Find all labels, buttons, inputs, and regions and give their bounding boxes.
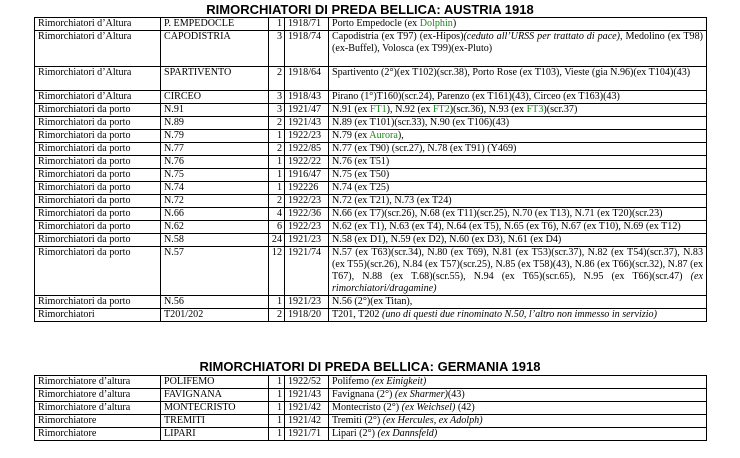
tug-type: Rimorchiatore d’altura <box>35 376 161 389</box>
table-row <box>35 104 707 117</box>
tug-quantity: 1 <box>269 389 285 402</box>
tug-type: Rimorchiatore <box>35 428 161 441</box>
tug-quantity: 1 <box>269 130 285 143</box>
tug-quantity: 1 <box>269 296 285 309</box>
service-years: 1918/20 <box>285 309 329 322</box>
service-years: 1922/36 <box>285 208 329 221</box>
tug-quantity: 3 <box>269 31 285 67</box>
table-row <box>35 117 707 130</box>
tug-notes <box>329 117 707 130</box>
service-years: 1921/71 <box>285 428 329 441</box>
note-segment: Pirano (1°)T160)(scr.24), Parenzo (ex T161)(43), Circeo (ex T163)(43) <box>332 91 620 102</box>
note-segment: ), <box>397 130 404 141</box>
table-row <box>35 221 707 234</box>
note-segment: N.56 (2°)(ex Titan), <box>332 296 413 307</box>
tug-type: Rimorchiatori d’Altura <box>35 18 161 31</box>
note-segment: Porto Empedocle (ex <box>332 18 420 29</box>
note-segment: ) <box>452 18 457 29</box>
service-years: 1921/43 <box>285 117 329 130</box>
note-segment: N.57 (ex T63)(scr.34), N.80 (ex T69), N.81 (ex T53)(scr.37), N.82 (ex T54)(scr.37), N.83 (ex T55)(scr.26), N.84 (ex T57)(scr.25), N.85 (ex T58)(43), N.86 (ex T66)(scr.32), N.87 (ex T67), N.88 (ex T.68)(scr.55), N.94 (ex T65)(scr.65), N.95 (ex T66)(scr.47) <box>332 247 703 282</box>
tug-notes <box>329 130 707 143</box>
tug-quantity: 3 <box>269 91 285 104</box>
note-segment: Favignana (2°) <box>332 389 395 400</box>
note-segment: N.77 (ex T90) (scr.27), N.78 (ex T91) (Y469) <box>332 143 517 154</box>
service-years: 1922/85 <box>285 143 329 156</box>
table-row <box>35 208 707 221</box>
tug-notes <box>329 18 707 31</box>
note-segment: N.58 (ex D1), N.59 (ex D2), N.60 (ex D3), N.61 (ex D4) <box>332 234 562 245</box>
note-segment: Dolphin <box>419 18 453 29</box>
tug-type: Rimorchiatori da porto <box>35 247 161 296</box>
tug-notes <box>329 309 707 322</box>
note-segment: (ex Hercules, ex Adolph) <box>382 415 483 426</box>
tug-quantity: 1 <box>269 376 285 389</box>
table-row <box>35 18 707 31</box>
service-years: 1916/47 <box>285 169 329 182</box>
note-segment: FT2 <box>432 104 450 115</box>
tug-type: Rimorchiatori d’Altura <box>35 67 161 91</box>
tug-quantity: 1 <box>269 182 285 195</box>
tug-type: Rimorchiatori da porto <box>35 130 161 143</box>
tug-notes <box>329 156 707 169</box>
tug-type: Rimorchiatore <box>35 415 161 428</box>
note-segment: )(scr.36), N.93 (ex <box>449 104 527 115</box>
note-segment: )(scr.37) <box>543 104 578 115</box>
tug-quantity: 1 <box>269 428 285 441</box>
tug-notes <box>329 31 707 67</box>
table-row <box>35 376 707 389</box>
tug-quantity: 4 <box>269 208 285 221</box>
note-segment: N.75 (ex T50) <box>332 169 390 180</box>
tug-notes <box>329 296 707 309</box>
tug-notes <box>329 221 707 234</box>
austria-title: RIMORCHIATORI DI PREDA BELLICA: AUSTRIA 1918 <box>206 2 534 17</box>
note-segment: (ex Einigkeit) <box>371 376 427 387</box>
tug-class-name: N.62 <box>161 221 269 234</box>
tug-quantity: 2 <box>269 67 285 91</box>
table-row <box>35 156 707 169</box>
tug-type: Rimorchiatori da porto <box>35 182 161 195</box>
tug-notes <box>329 182 707 195</box>
service-years: 1922/22 <box>285 156 329 169</box>
tug-class-name: POLIFEMO <box>161 376 269 389</box>
tug-notes <box>329 208 707 221</box>
note-segment: N.76 (ex T51) <box>332 156 390 167</box>
tug-class-name: N.74 <box>161 182 269 195</box>
tug-notes <box>329 104 707 117</box>
service-years: 1921/23 <box>285 234 329 247</box>
tug-type: Rimorchiatore d’altura <box>35 389 161 402</box>
tug-type: Rimorchiatori da porto <box>35 195 161 208</box>
tug-class-name: N.76 <box>161 156 269 169</box>
tug-quantity: 6 <box>269 221 285 234</box>
tug-class-name: T201/202 <box>161 309 269 322</box>
germania-title: RIMORCHIATORI DI PREDA BELLICA: GERMANIA 1918 <box>199 359 541 374</box>
note-segment: N.74 (ex T25) <box>332 182 390 193</box>
note-segment: , Medolino (ex T98)(ex-Buffel), Volosca (ex T99)(ex-Pluto) <box>332 31 703 54</box>
tug-type: Rimorchiatori da porto <box>35 156 161 169</box>
tug-notes <box>329 402 707 415</box>
tug-class-name: N.75 <box>161 169 269 182</box>
service-years: 1922/23 <box>285 130 329 143</box>
table-row <box>35 195 707 208</box>
table-row <box>35 296 707 309</box>
service-years: 192226 <box>285 182 329 195</box>
note-segment: (ex Weichsel) <box>401 402 456 413</box>
tug-type: Rimorchiatori da porto <box>35 221 161 234</box>
tug-notes <box>329 376 707 389</box>
tug-quantity: 1 <box>269 402 285 415</box>
table-row <box>35 389 707 402</box>
note-segment: Lipari (2°) <box>332 428 378 439</box>
tug-type: Rimorchiatori da porto <box>35 234 161 247</box>
table-row <box>35 234 707 247</box>
tug-quantity: 2 <box>269 195 285 208</box>
table-row <box>35 169 707 182</box>
note-segment: ), N.92 (ex <box>386 104 433 115</box>
table-row <box>35 247 707 296</box>
service-years: 1921/47 <box>285 104 329 117</box>
tug-type: Rimorchiatori da porto <box>35 169 161 182</box>
service-years: 1921/42 <box>285 415 329 428</box>
tug-type: Rimorchiatori da porto <box>35 117 161 130</box>
table-row <box>35 91 707 104</box>
tug-class-name: N.91 <box>161 104 269 117</box>
note-segment: Aurora <box>369 130 398 141</box>
tug-type: Rimorchiatori da porto <box>35 208 161 221</box>
note-segment: N.66 (ex T7)(scr.26), N.68 (ex T11)(scr.25), N.70 (ex T13), N.71 (ex T20)(scr.23) <box>332 208 663 219</box>
note-segment: (43) <box>447 389 465 400</box>
note-segment: T201, T202 <box>332 309 383 320</box>
service-years: 1918/43 <box>285 91 329 104</box>
tug-class-name: N.77 <box>161 143 269 156</box>
tug-class-name: P. EMPEDOCLE <box>161 18 269 31</box>
tug-class-name: TREMITI <box>161 415 269 428</box>
tug-notes <box>329 234 707 247</box>
table-row <box>35 415 707 428</box>
tug-quantity: 2 <box>269 117 285 130</box>
tug-notes <box>329 169 707 182</box>
tug-notes <box>329 195 707 208</box>
tug-quantity: 12 <box>269 247 285 296</box>
table-row <box>35 182 707 195</box>
tug-class-name: N.72 <box>161 195 269 208</box>
service-years: 1921/74 <box>285 247 329 296</box>
service-years: 1922/23 <box>285 195 329 208</box>
tug-quantity: 2 <box>269 143 285 156</box>
tug-type: Rimorchiatori <box>35 309 161 322</box>
note-segment: (42) <box>455 402 475 413</box>
note-segment: FT3 <box>526 104 544 115</box>
tug-class-name: N.89 <box>161 117 269 130</box>
note-segment: N.89 (ex T101)(scr.33), N.90 (ex T106)(43) <box>332 117 510 128</box>
service-years: 1918/71 <box>285 18 329 31</box>
tug-quantity: 1 <box>269 18 285 31</box>
germania-table <box>34 375 707 441</box>
tug-type: Rimorchiatori da porto <box>35 143 161 156</box>
tug-quantity: 1 <box>269 415 285 428</box>
tug-class-name: N.79 <box>161 130 269 143</box>
tug-class-name: FAVIGNANA <box>161 389 269 402</box>
note-segment: Spartivento (2°)(ex T102)(scr.38), Porto Rose (ex T103), Vieste (gia N.96)(ex T104)(43) <box>332 67 691 78</box>
tug-quantity: 1 <box>269 169 285 182</box>
service-years: 1921/43 <box>285 389 329 402</box>
note-segment: Tremiti (2°) <box>332 415 383 426</box>
tug-notes <box>329 67 707 91</box>
tug-type: Rimorchiatore d’altura <box>35 402 161 415</box>
tug-quantity: 1 <box>269 156 285 169</box>
note-segment: N.91 (ex <box>332 104 370 115</box>
tug-notes <box>329 143 707 156</box>
tug-notes <box>329 247 707 296</box>
service-years: 1922/23 <box>285 221 329 234</box>
service-years: 1918/74 <box>285 31 329 67</box>
table-row <box>35 428 707 441</box>
note-segment: (uno di questi due rinominato N.50, l’altro non immesso in servizio) <box>382 309 657 320</box>
tug-class-name: N.58 <box>161 234 269 247</box>
tug-class-name: CIRCEO <box>161 91 269 104</box>
tug-type: Rimorchiatori d’Altura <box>35 31 161 67</box>
table-row <box>35 309 707 322</box>
tug-quantity: 2 <box>269 309 285 322</box>
table-row <box>35 143 707 156</box>
tug-type: Rimorchiatori da porto <box>35 104 161 117</box>
note-segment: N.79 (ex <box>332 130 370 141</box>
table-row <box>35 31 707 67</box>
note-segment: FT1 <box>369 104 387 115</box>
tug-type: Rimorchiatori da porto <box>35 296 161 309</box>
note-segment: (ex Dannsfeld) <box>377 428 438 439</box>
service-years: 1922/52 <box>285 376 329 389</box>
service-years: 1921/23 <box>285 296 329 309</box>
tug-notes <box>329 428 707 441</box>
service-years: 1918/64 <box>285 67 329 91</box>
note-segment: (ceduto all’URSS per trattato di pace) <box>463 31 621 42</box>
tug-class-name: MONTECRISTO <box>161 402 269 415</box>
note-segment: (ex Sharmer) <box>394 389 448 400</box>
note-segment: (ex rimorchiatori/dragamine) <box>332 271 703 294</box>
note-segment: N.62 (ex T1), N.63 (ex T4), N.64 (ex T5), N.65 (ex T6), N.67 (ex T10), N.69 (ex T12) <box>332 221 681 232</box>
tug-class-name: CAPODISTRIA <box>161 31 269 67</box>
note-segment: Capodistria (ex T97) (ex-Hipos) <box>332 31 464 42</box>
tug-class-name: N.56 <box>161 296 269 309</box>
tug-class-name: N.66 <box>161 208 269 221</box>
tug-notes <box>329 415 707 428</box>
tug-notes <box>329 389 707 402</box>
tug-class-name: N.57 <box>161 247 269 296</box>
service-years: 1921/42 <box>285 402 329 415</box>
tug-class-name: LIPARI <box>161 428 269 441</box>
austria-table <box>34 17 707 322</box>
table-row <box>35 67 707 91</box>
tug-notes <box>329 91 707 104</box>
note-segment: Montecristo (2°) <box>332 402 402 413</box>
table-row <box>35 130 707 143</box>
note-segment: Polifemo <box>332 376 372 387</box>
tug-quantity: 3 <box>269 104 285 117</box>
tug-type: Rimorchiatori d’Altura <box>35 91 161 104</box>
tug-class-name: SPARTIVENTO <box>161 67 269 91</box>
table-row <box>35 402 707 415</box>
note-segment: N.72 (ex T21), N.73 (ex T24) <box>332 195 452 206</box>
tug-quantity: 24 <box>269 234 285 247</box>
